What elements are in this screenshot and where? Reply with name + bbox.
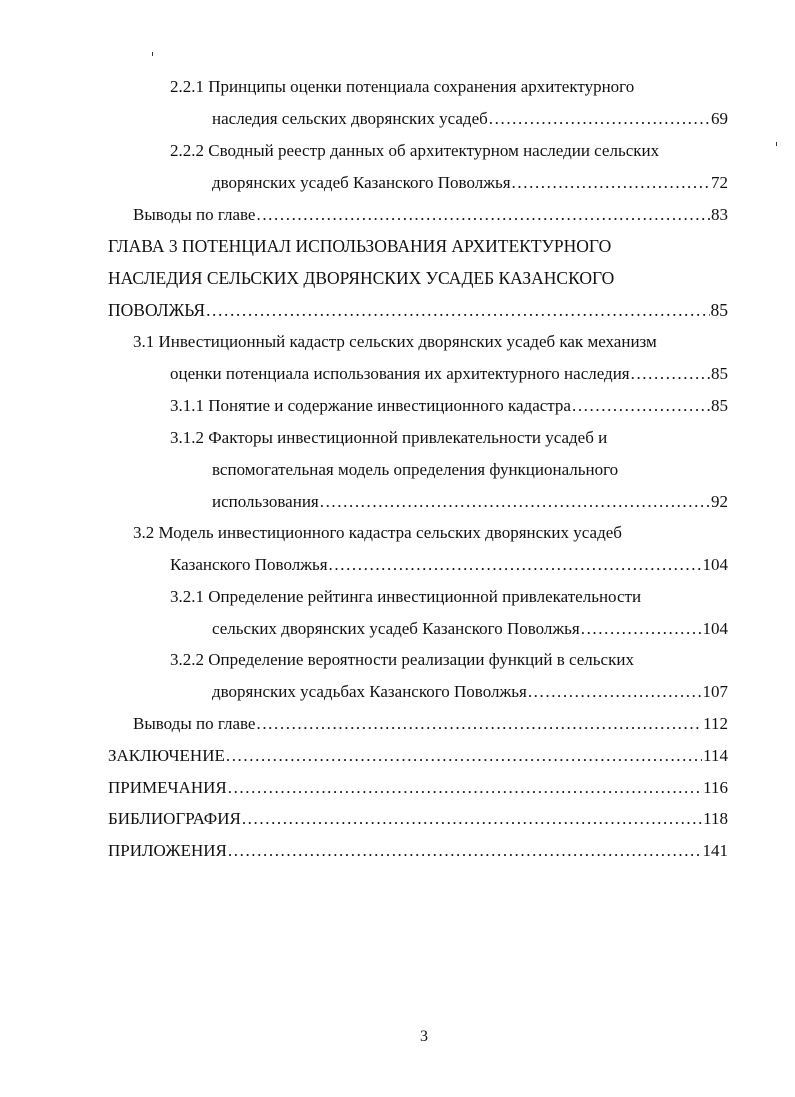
toc-leader-dots: [320, 491, 710, 513]
toc-leader-dots: [242, 808, 702, 830]
toc-entry-2-2-2-line2: [212, 172, 728, 194]
toc-entry-text: Выводы по главе: [133, 714, 256, 733]
toc-page-number: 141: [702, 841, 728, 860]
toc-entry-2-2-1-line1: 2.2.1 Принципы оценки потенциала сохранения архитектурного: [170, 77, 635, 96]
toc-leader-dots: [489, 108, 710, 130]
toc-page-number: 112: [703, 714, 728, 733]
toc-entry-conclusions-ch2: [133, 204, 728, 226]
toc-entry-3-2-2-line1: 3.2.2 Определение вероятности реализации функций в сельских: [170, 650, 634, 669]
toc-leader-dots: [228, 840, 702, 862]
toc-entry-text: использования: [212, 492, 319, 511]
toc-leader-dots: [226, 745, 702, 767]
toc-leader-dots: [631, 363, 710, 385]
toc-leader-dots: [206, 299, 709, 321]
toc-entry-text: Казанского Поволжья: [170, 555, 328, 574]
toc-page-number: 69: [711, 109, 728, 128]
toc-entry-conclusion: [108, 745, 728, 767]
toc-page-number: 114: [703, 746, 728, 765]
toc-leader-dots: [228, 777, 702, 799]
toc-page-number: 85: [711, 364, 728, 383]
toc-page-number: 83: [711, 205, 728, 224]
toc-page-number: 85: [711, 396, 728, 415]
toc-entry-text: 3.1.1 Понятие и содержание инвестиционного кадастра: [170, 396, 571, 415]
toc-page-number: 104: [702, 555, 728, 574]
toc-entry-3-2-line1: 3.2 Модель инвестиционного кадастра сельских дворянских усадеб: [133, 523, 622, 542]
toc-leader-dots: [512, 172, 710, 194]
toc-entry-text: БИБЛИОГРАФИЯ: [108, 809, 241, 828]
toc-entry-3-1-2-line3: [212, 491, 728, 513]
toc-entry-text: дворянских усадеб Казанского Поволжья: [212, 173, 511, 192]
toc-entry-appendices: [108, 840, 728, 862]
toc-entry-text: дворянских усадьбах Казанского Поволжья: [212, 682, 527, 701]
toc-page-number: 104: [702, 619, 728, 638]
toc-entry-3-1-2-line1: 3.1.2 Факторы инвестиционной привлекательности усадеб и: [170, 428, 608, 447]
toc-entry-text: наследия сельских дворянских усадеб: [212, 109, 488, 128]
toc-entry-3-2-2-line2: [212, 681, 728, 703]
toc-entry-3-2-1-line1: 3.2.1 Определение рейтинга инвестиционной привлекательности: [170, 587, 642, 606]
toc-chapter-3-line3: [108, 299, 728, 321]
toc-page-number: 116: [703, 778, 728, 797]
scan-speck: [776, 142, 777, 146]
toc-entry-3-1-line2: [170, 363, 728, 385]
toc-entry-bibliography: [108, 808, 728, 830]
toc-entry-text: Выводы по главе: [133, 205, 256, 224]
toc-entry-conclusions-ch3: [133, 713, 728, 735]
toc-chapter-3-line2: НАСЛЕДИЯ СЕЛЬСКИХ ДВОРЯНСКИХ УСАДЕБ КАЗАНСКОГО: [108, 268, 615, 288]
page-number: 3: [420, 1028, 428, 1045]
toc-entry-3-1-line1: 3.1 Инвестиционный кадастр сельских дворянских усадеб как механизм: [133, 332, 657, 351]
toc-entry-3-2-line2: [170, 554, 728, 576]
toc-leader-dots: [329, 554, 702, 576]
toc-entry-2-2-1-line2: [212, 108, 728, 130]
toc-entry-text: ПРИЛОЖЕНИЯ: [108, 841, 227, 860]
toc-leader-dots: [572, 395, 710, 417]
toc-entry-3-1-2-line2: вспомогательная модель определения функционального: [212, 460, 619, 479]
toc-entry-notes: [108, 777, 728, 799]
toc-leader-dots: [528, 681, 702, 703]
toc-leader-dots: [256, 204, 710, 226]
toc-entry-text: оценки потенциала использования их архитектурного наследия: [170, 364, 630, 383]
toc-entry-text: ПОВОЛЖЬЯ: [108, 300, 206, 320]
toc-page-number: 107: [702, 682, 728, 701]
toc-page-number: 85: [710, 300, 728, 320]
toc-leader-dots: [256, 713, 702, 735]
toc-chapter-3-line1: ГЛАВА 3 ПОТЕНЦИАЛ ИСПОЛЬЗОВАНИЯ АРХИТЕКТУРНОГО: [108, 236, 612, 256]
toc-entry-3-1-1: [170, 395, 728, 417]
scan-speck: [152, 52, 153, 56]
toc-page-number: 92: [711, 492, 728, 511]
toc-entry-3-2-1-line2: [212, 618, 728, 640]
toc-leader-dots: [581, 618, 702, 640]
toc-entry-text: сельских дворянских усадеб Казанского Поволжья: [212, 619, 580, 638]
toc-page-number: 118: [703, 809, 728, 828]
toc-entry-text: ПРИМЕЧАНИЯ: [108, 778, 227, 797]
toc-entry-text: ЗАКЛЮЧЕНИЕ: [108, 746, 225, 765]
toc-entry-2-2-2-line1: 2.2.2 Сводный реестр данных об архитектурном наследии сельских: [170, 141, 660, 160]
toc-page-number: 72: [711, 173, 728, 192]
